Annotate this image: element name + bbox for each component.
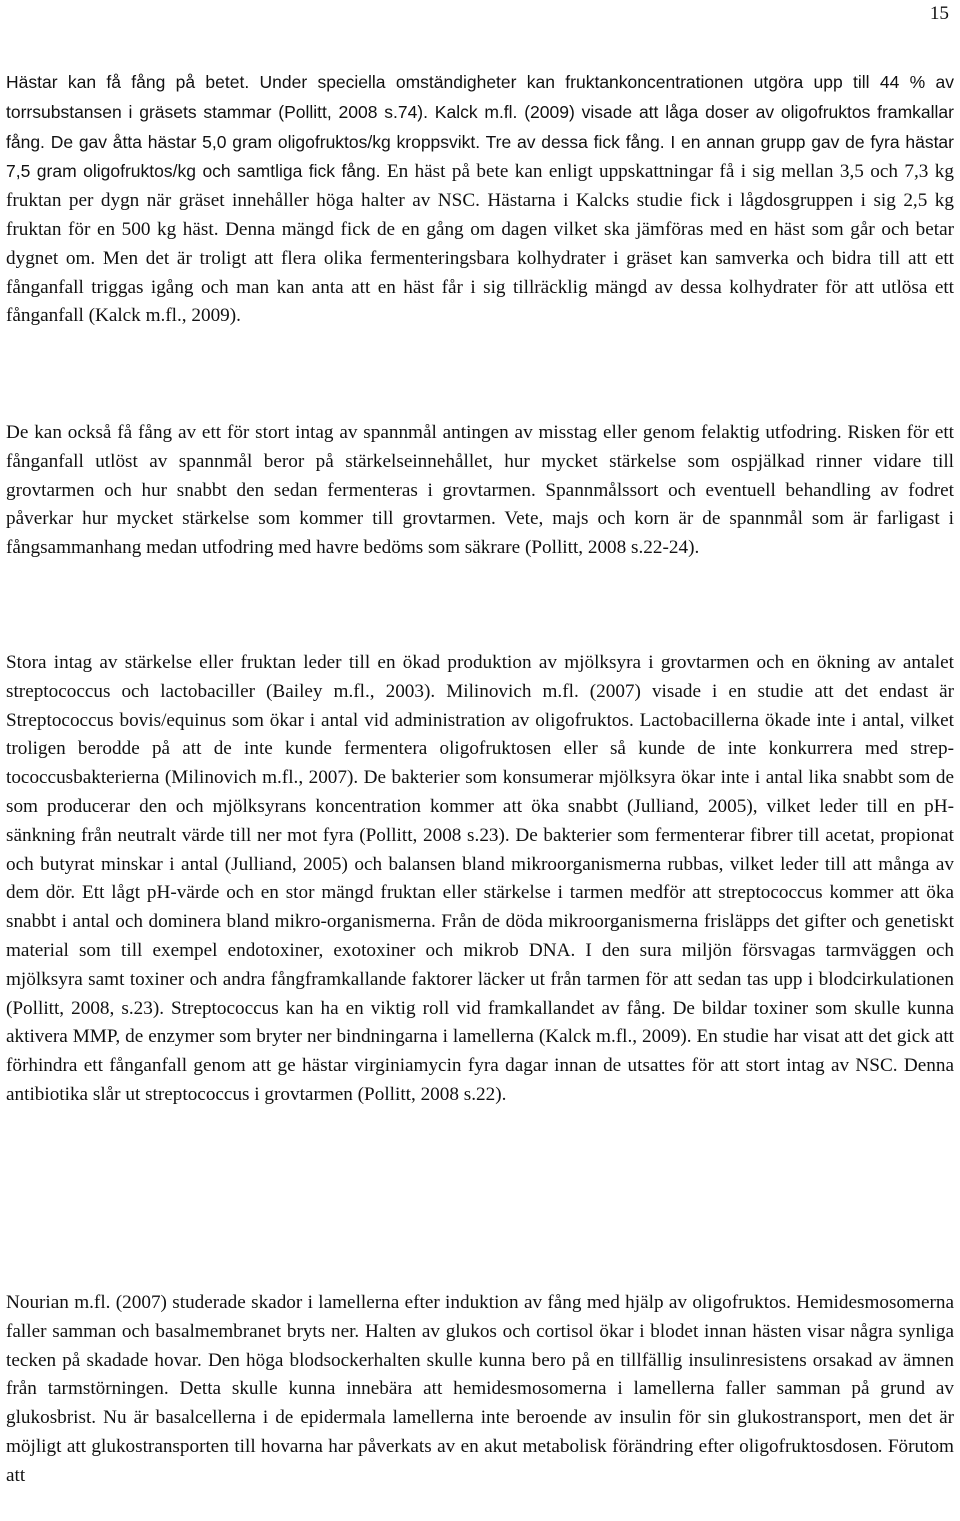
paragraph-4: Nourian m.fl. (2007) studerade skador i lamellerna efter induktion av fång med hjälp av oligofruktos. Hemidesmosomerna faller samman och basalmembranet bryts ner. Halten av glukos och cortisol ökar i blodet innan hästen visar några synliga tecken på skadade hovar. Den höga blodsockerhalten skulle kunna bero på en tillfällig insulinresistens orsakad av ämnen från tarmstörningen. Detta skulle kunna innebära att hemidesmosomerna i lamellerna faller samman på grund av glukosbrist. Nu är basalcellerna i de epidermala lamellerna inte beroende av insulin för sin glukostransport, men det är möjligt att glukostransporten till hovarna har påverkats av en akut metabolisk förändring efter oligofruktosdosen. Förutom att xyxy=(6,1292,954,1486)
page-number: 15 xyxy=(929,3,949,24)
paragraph-3: Stora intag av stärkelse eller fruktan leder till en ökad produktion av mjölksyra i grovtarmen och en ökning av antalet streptococcus och lactobaciller (Bailey m.fl., 2003). Milinovich m.fl. (2007) visade i en studie att det endast är Streptococcus bovis/equinus som ökar i antal vid administration av oligofruktos. Lactobacillerna ökade inte i antal, vilket troligen berodde på att de inte kunde fermentera oligofruktosen eller så kunde de inte konkurrera med strep-tococcusbakterierna (Milinovich m.fl., 2007). De bakterier som konsumerar mjölksyra ökar inte i antal lika snabbt som de som producerar den och mjölksyrans koncentration kommer att öka snabbt (Julliand, 2005), vilket leder till en pH-sänkning från neutralt värde till ner mot fyra (Pollitt, 2008 s.23). De bakterier som fermenterar fibrer till acetat, propionat och butyrat minskar i antal (Julliand, 2005) och balansen bland mikroorganismerna rubbas, vilket leder till att många av dem dör. Ett lågt pH-värde och en stor mängd fruktan eller stärkelse i tarmen medför att streptococcus kommer att öka snabbt i antal och dominera bland mikro-organismerna. Från de döda mikroorganismerna frisläpps det gifter och genetiskt material som till exempel endotoxiner, exotoxiner och mikrob DNA. I den sura miljön försvagas tarmväggen och mjölksyra samt toxiner och andra fångframkallande faktorer läcker ut från tarmen för att sedan tas upp i blodcirkulationen (Pollitt, 2008, s.23). Streptococcus kan ha en viktig roll vid framkallandet av fång. De bildar toxiner som skulle kunna aktivera MMP, de enzymer som bryter ner bindningarna i lamellerna (Kalck m.fl., 2009). En studie har visat att det gick att förhindra ett fånganfall genom att ge hästar virginiamycin fyra dagar innan de utsattes för att stort intag av NSC. Denna antibiotika slår ut streptococcus i grovtarmen (Pollitt, 2008 s.22). xyxy=(6,652,954,1105)
paragraph-1-serif-run: En häst på bete kan enligt uppskattningar få i sig mellan 3,5 och 7,3 kg fruktan per dygn när gräset innehåller höga halter av NSC. Hästarna i Kalcks studie fick i lågdosgruppen i sig 2,5 kg fruktan för en 500 kg häst. Denna mängd fick de en gång om dagen vilket ska jämföras med en häst som går och betar dygnet om. Men det är troligt att flera olika fermenteringsbara kolhydrater i gräset kan samverka och bidra till att ett fånganfall triggas igång och man kan anta att en häst får i sig tillräcklig mängd av dessa kolhydrater för att utlösa ett fånganfall (Kalck m.fl., 2009). xyxy=(6,161,954,327)
paragraph-1-sans-run: Hästar kan få fång på betet. Under speciella omständigheter kan fruktankoncentrationen utgöra upp till 44 % av torrsubstansen i gräsets stammar (Pollitt, 2008 s.74). Kalck m.fl. (2009) visade att låga doser av oligofruktos framkallar fång. De gav åtta hästar 5,0 gram oligofruktos/kg kroppsvikt. Tre av dessa fick fång. I en annan grupp gav de fyra hästar 7,5 gram oligofruktos/kg och samtliga fick fång. xyxy=(6,72,954,182)
paragraph-1 xyxy=(6,68,954,331)
paragraph-2: De kan också få fång av ett för stort intag av spannmål antingen av misstag eller genom felaktig utfodring. Risken för ett fånganfall utlöst av spannmål beror på stärkelseinnehållet, hur mycket stärkelse som ospjälkad rinner vidare till grovtarmen och hur snabbt den sedan fermenteras i grovtarmen. Spannmålssort och eventuell behandling av fodret påverkar hur mycket stärkelse som kommer till grovtarmen. Vete, majs och korn är de spannmål som är farligast i fångsammanhang medan utfodring med havre bedöms som säkrare (Pollitt, 2008 s.22-24). xyxy=(6,422,954,559)
